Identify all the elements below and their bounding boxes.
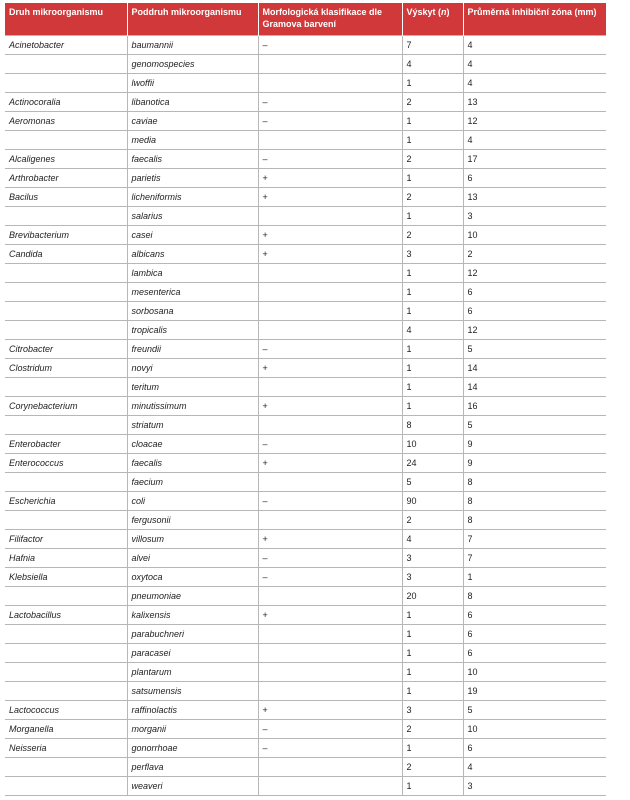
- cell-poddruh: teritum: [127, 378, 258, 397]
- cell-druh: Actinocoralia: [5, 93, 127, 112]
- cell-druh: Clostridum: [5, 359, 127, 378]
- cell-poddruh: faecalis: [127, 454, 258, 473]
- cell-poddruh: genomospecies: [127, 55, 258, 74]
- cell-gram: –: [258, 112, 402, 131]
- cell-inhibition-zone: 7: [463, 549, 606, 568]
- cell-poddruh: gonorrhoae: [127, 739, 258, 758]
- cell-inhibition-zone: 1: [463, 568, 606, 587]
- cell-poddruh: weaveri: [127, 777, 258, 796]
- table-row: [5, 416, 606, 435]
- cell-vyskyt: 1: [402, 74, 463, 93]
- cell-inhibition-zone: 16: [463, 397, 606, 416]
- cell-inhibition-zone: 12: [463, 321, 606, 340]
- cell-druh: [5, 663, 127, 682]
- cell-vyskyt: 20: [402, 587, 463, 606]
- cell-vyskyt: 1: [402, 302, 463, 321]
- cell-gram: [258, 378, 402, 397]
- cell-vyskyt: 1: [402, 169, 463, 188]
- table-row: [5, 340, 606, 359]
- table-row: [5, 169, 606, 188]
- table-row: [5, 530, 606, 549]
- cell-gram: +: [258, 606, 402, 625]
- cell-gram: [258, 777, 402, 796]
- cell-druh: Lactococcus: [5, 701, 127, 720]
- cell-poddruh: raffinolactis: [127, 701, 258, 720]
- table-row: [5, 701, 606, 720]
- cell-vyskyt: 1: [402, 378, 463, 397]
- cell-vyskyt: 1: [402, 264, 463, 283]
- cell-gram: +: [258, 169, 402, 188]
- cell-inhibition-zone: 13: [463, 93, 606, 112]
- cell-inhibition-zone: 14: [463, 359, 606, 378]
- cell-druh: [5, 283, 127, 302]
- table-row: [5, 302, 606, 321]
- cell-vyskyt: 1: [402, 644, 463, 663]
- table-row: [5, 93, 606, 112]
- cell-inhibition-zone: 6: [463, 302, 606, 321]
- cell-druh: Aeromonas: [5, 112, 127, 131]
- cell-vyskyt: 2: [402, 93, 463, 112]
- cell-druh: Filifactor: [5, 530, 127, 549]
- cell-druh: [5, 682, 127, 701]
- cell-poddruh: caviae: [127, 112, 258, 131]
- cell-vyskyt: 2: [402, 720, 463, 739]
- cell-inhibition-zone: 6: [463, 625, 606, 644]
- microorganism-table: [5, 3, 606, 796]
- cell-vyskyt: 1: [402, 112, 463, 131]
- cell-poddruh: fergusonii: [127, 511, 258, 530]
- header-vyskyt: Výskyt (n): [402, 3, 463, 36]
- table-row: [5, 188, 606, 207]
- cell-poddruh: licheniformis: [127, 188, 258, 207]
- cell-druh: [5, 777, 127, 796]
- cell-gram: [258, 587, 402, 606]
- cell-vyskyt: 4: [402, 530, 463, 549]
- cell-poddruh: salarius: [127, 207, 258, 226]
- cell-inhibition-zone: 9: [463, 435, 606, 454]
- table-row: [5, 739, 606, 758]
- cell-druh: Klebsiella: [5, 568, 127, 587]
- table-row: [5, 511, 606, 530]
- cell-poddruh: plantarum: [127, 663, 258, 682]
- cell-druh: [5, 511, 127, 530]
- cell-poddruh: perflava: [127, 758, 258, 777]
- cell-vyskyt: 1: [402, 207, 463, 226]
- cell-druh: [5, 416, 127, 435]
- table-row: [5, 758, 606, 777]
- cell-druh: Morganella: [5, 720, 127, 739]
- table-row: [5, 587, 606, 606]
- cell-druh: [5, 644, 127, 663]
- cell-inhibition-zone: 12: [463, 264, 606, 283]
- cell-poddruh: freundii: [127, 340, 258, 359]
- cell-vyskyt: 2: [402, 758, 463, 777]
- cell-poddruh: tropicalis: [127, 321, 258, 340]
- cell-inhibition-zone: 10: [463, 226, 606, 245]
- table-row: [5, 644, 606, 663]
- cell-poddruh: morganii: [127, 720, 258, 739]
- cell-druh: Brevibacterium: [5, 226, 127, 245]
- cell-druh: [5, 587, 127, 606]
- table-row: [5, 682, 606, 701]
- cell-inhibition-zone: 5: [463, 340, 606, 359]
- cell-druh: [5, 321, 127, 340]
- cell-gram: +: [258, 359, 402, 378]
- cell-vyskyt: 90: [402, 492, 463, 511]
- table-row: [5, 663, 606, 682]
- cell-inhibition-zone: 6: [463, 644, 606, 663]
- cell-vyskyt: 8: [402, 416, 463, 435]
- cell-poddruh: parabuchneri: [127, 625, 258, 644]
- cell-gram: +: [258, 530, 402, 549]
- cell-poddruh: lambica: [127, 264, 258, 283]
- table-body: [5, 36, 606, 796]
- cell-gram: [258, 625, 402, 644]
- cell-inhibition-zone: 10: [463, 663, 606, 682]
- cell-poddruh: minutissimum: [127, 397, 258, 416]
- table-row: [5, 454, 606, 473]
- cell-inhibition-zone: 3: [463, 777, 606, 796]
- cell-vyskyt: 1: [402, 340, 463, 359]
- cell-vyskyt: 10: [402, 435, 463, 454]
- cell-vyskyt: 1: [402, 283, 463, 302]
- table-row: [5, 226, 606, 245]
- table-row: [5, 606, 606, 625]
- cell-gram: +: [258, 226, 402, 245]
- cell-gram: –: [258, 36, 402, 55]
- cell-poddruh: cloacae: [127, 435, 258, 454]
- cell-druh: [5, 55, 127, 74]
- cell-druh: [5, 378, 127, 397]
- cell-inhibition-zone: 2: [463, 245, 606, 264]
- cell-inhibition-zone: 4: [463, 74, 606, 93]
- table-row: [5, 473, 606, 492]
- cell-gram: +: [258, 245, 402, 264]
- cell-druh: Arthrobacter: [5, 169, 127, 188]
- cell-poddruh: oxytoca: [127, 568, 258, 587]
- table-row: [5, 720, 606, 739]
- cell-poddruh: paracasei: [127, 644, 258, 663]
- cell-gram: [258, 416, 402, 435]
- cell-vyskyt: 1: [402, 739, 463, 758]
- table-row: [5, 359, 606, 378]
- cell-vyskyt: 2: [402, 188, 463, 207]
- cell-vyskyt: 1: [402, 359, 463, 378]
- cell-gram: [258, 473, 402, 492]
- cell-gram: –: [258, 93, 402, 112]
- cell-gram: [258, 511, 402, 530]
- cell-druh: Acinetobacter: [5, 36, 127, 55]
- cell-inhibition-zone: 12: [463, 112, 606, 131]
- cell-poddruh: mesenterica: [127, 283, 258, 302]
- table-row: [5, 36, 606, 55]
- cell-inhibition-zone: 5: [463, 416, 606, 435]
- cell-poddruh: coli: [127, 492, 258, 511]
- cell-inhibition-zone: 17: [463, 150, 606, 169]
- table-row: [5, 150, 606, 169]
- cell-gram: [258, 682, 402, 701]
- cell-vyskyt: 24: [402, 454, 463, 473]
- cell-vyskyt: 1: [402, 131, 463, 150]
- cell-vyskyt: 1: [402, 663, 463, 682]
- cell-inhibition-zone: 8: [463, 473, 606, 492]
- cell-inhibition-zone: 10: [463, 720, 606, 739]
- table-row: [5, 55, 606, 74]
- cell-inhibition-zone: 6: [463, 606, 606, 625]
- cell-druh: [5, 302, 127, 321]
- cell-poddruh: novyi: [127, 359, 258, 378]
- cell-gram: [258, 283, 402, 302]
- cell-druh: Candida: [5, 245, 127, 264]
- table-row: [5, 321, 606, 340]
- cell-vyskyt: 4: [402, 55, 463, 74]
- table-row: [5, 435, 606, 454]
- cell-druh: [5, 473, 127, 492]
- cell-vyskyt: 3: [402, 568, 463, 587]
- cell-gram: +: [258, 397, 402, 416]
- cell-vyskyt: 5: [402, 473, 463, 492]
- cell-vyskyt: 2: [402, 150, 463, 169]
- cell-gram: +: [258, 454, 402, 473]
- table-row: [5, 264, 606, 283]
- cell-gram: [258, 207, 402, 226]
- table-row: [5, 207, 606, 226]
- cell-gram: –: [258, 549, 402, 568]
- cell-gram: [258, 321, 402, 340]
- cell-poddruh: baumannii: [127, 36, 258, 55]
- cell-vyskyt: 2: [402, 226, 463, 245]
- header-druh: Druh mikroorganismu: [5, 3, 127, 36]
- cell-gram: –: [258, 568, 402, 587]
- cell-poddruh: satsumensis: [127, 682, 258, 701]
- cell-druh: Hafnia: [5, 549, 127, 568]
- cell-gram: –: [258, 150, 402, 169]
- cell-druh: Lactobacillus: [5, 606, 127, 625]
- cell-gram: +: [258, 701, 402, 720]
- cell-inhibition-zone: 6: [463, 739, 606, 758]
- cell-gram: –: [258, 340, 402, 359]
- cell-inhibition-zone: 7: [463, 530, 606, 549]
- cell-inhibition-zone: 13: [463, 188, 606, 207]
- cell-gram: –: [258, 739, 402, 758]
- table-row: [5, 492, 606, 511]
- cell-vyskyt: 1: [402, 397, 463, 416]
- cell-druh: [5, 625, 127, 644]
- cell-inhibition-zone: 8: [463, 587, 606, 606]
- table-row: [5, 397, 606, 416]
- cell-druh: Alcaligenes: [5, 150, 127, 169]
- cell-vyskyt: 1: [402, 625, 463, 644]
- cell-inhibition-zone: 4: [463, 131, 606, 150]
- cell-gram: –: [258, 720, 402, 739]
- cell-vyskyt: 1: [402, 606, 463, 625]
- cell-inhibition-zone: 5: [463, 701, 606, 720]
- cell-poddruh: villosum: [127, 530, 258, 549]
- cell-inhibition-zone: 14: [463, 378, 606, 397]
- cell-vyskyt: 1: [402, 777, 463, 796]
- data-table-container: [5, 3, 606, 796]
- cell-poddruh: faecalis: [127, 150, 258, 169]
- cell-poddruh: faecium: [127, 473, 258, 492]
- table-row: [5, 625, 606, 644]
- table-row: [5, 245, 606, 264]
- cell-inhibition-zone: 4: [463, 758, 606, 777]
- cell-inhibition-zone: 6: [463, 283, 606, 302]
- header-poddruh: Poddruh mikroorganismu: [127, 3, 258, 36]
- cell-poddruh: alvei: [127, 549, 258, 568]
- cell-vyskyt: 7: [402, 36, 463, 55]
- header-gram-classification: Morfologická klasifikace dle Gramova barvení: [258, 3, 402, 36]
- cell-gram: [258, 264, 402, 283]
- cell-inhibition-zone: 8: [463, 492, 606, 511]
- cell-druh: [5, 758, 127, 777]
- cell-poddruh: libanotica: [127, 93, 258, 112]
- cell-druh: Escherichia: [5, 492, 127, 511]
- table-row: [5, 74, 606, 93]
- table-header: [5, 3, 606, 36]
- header-row: [5, 3, 606, 36]
- cell-poddruh: casei: [127, 226, 258, 245]
- table-row: [5, 568, 606, 587]
- cell-inhibition-zone: 4: [463, 36, 606, 55]
- cell-druh: [5, 131, 127, 150]
- cell-gram: –: [258, 492, 402, 511]
- cell-vyskyt: 3: [402, 549, 463, 568]
- cell-inhibition-zone: 8: [463, 511, 606, 530]
- cell-druh: Enterobacter: [5, 435, 127, 454]
- table-row: [5, 283, 606, 302]
- cell-poddruh: striatum: [127, 416, 258, 435]
- cell-druh: Corynebacterium: [5, 397, 127, 416]
- cell-druh: [5, 207, 127, 226]
- cell-poddruh: parietis: [127, 169, 258, 188]
- cell-inhibition-zone: 19: [463, 682, 606, 701]
- table-row: [5, 549, 606, 568]
- cell-vyskyt: 4: [402, 321, 463, 340]
- cell-vyskyt: 3: [402, 245, 463, 264]
- cell-poddruh: kalixensis: [127, 606, 258, 625]
- cell-gram: +: [258, 188, 402, 207]
- table-row: [5, 112, 606, 131]
- cell-gram: [258, 663, 402, 682]
- cell-vyskyt: 1: [402, 682, 463, 701]
- table-row: [5, 777, 606, 796]
- cell-druh: Enterococcus: [5, 454, 127, 473]
- cell-druh: Neisseria: [5, 739, 127, 758]
- cell-poddruh: media: [127, 131, 258, 150]
- cell-gram: –: [258, 435, 402, 454]
- cell-druh: Citrobacter: [5, 340, 127, 359]
- cell-inhibition-zone: 9: [463, 454, 606, 473]
- cell-vyskyt: 3: [402, 701, 463, 720]
- cell-inhibition-zone: 4: [463, 55, 606, 74]
- cell-poddruh: albicans: [127, 245, 258, 264]
- cell-gram: [258, 55, 402, 74]
- cell-druh: [5, 74, 127, 93]
- cell-druh: [5, 264, 127, 283]
- cell-inhibition-zone: 3: [463, 207, 606, 226]
- cell-gram: [258, 758, 402, 777]
- cell-gram: [258, 302, 402, 321]
- header-inhibition-zone: Průměrná inhibiční zóna (mm): [463, 3, 606, 36]
- cell-gram: [258, 74, 402, 93]
- cell-druh: Bacilus: [5, 188, 127, 207]
- cell-poddruh: lwoffii: [127, 74, 258, 93]
- cell-gram: [258, 644, 402, 663]
- cell-vyskyt: 2: [402, 511, 463, 530]
- cell-gram: [258, 131, 402, 150]
- cell-poddruh: sorbosana: [127, 302, 258, 321]
- cell-poddruh: pneumoniae: [127, 587, 258, 606]
- table-row: [5, 131, 606, 150]
- cell-inhibition-zone: 6: [463, 169, 606, 188]
- table-row: [5, 378, 606, 397]
